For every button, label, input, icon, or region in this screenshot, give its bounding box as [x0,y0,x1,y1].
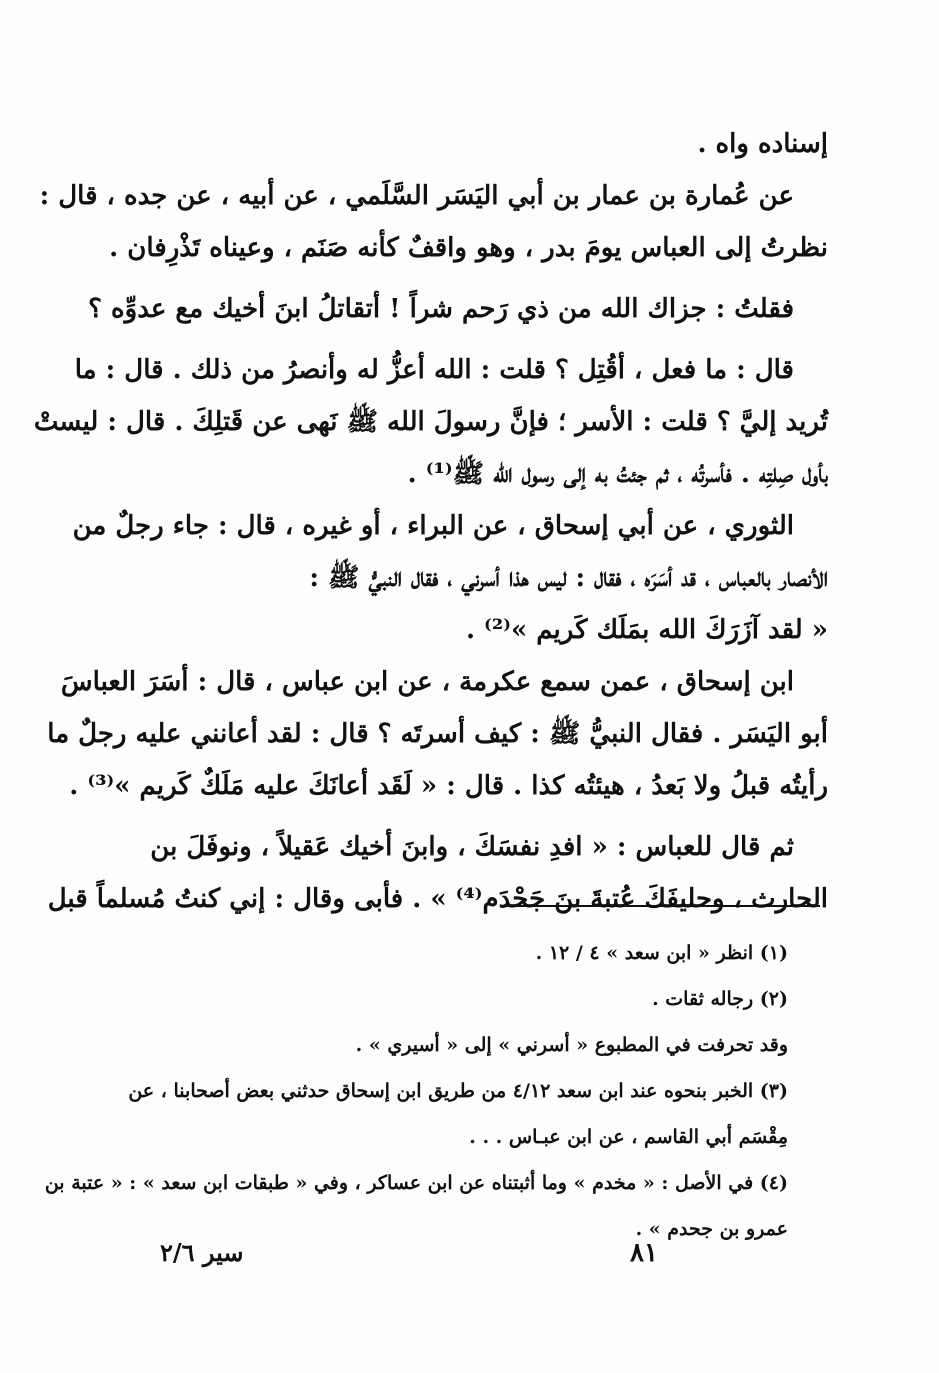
text-line: قال : ما فعل ، أقُتِل ؟ قلت : الله أعزُّ له وأنصرُ من ذلك . قال : ما [74,355,794,385]
text-line: ابن إسحاق ، عمن سمع عكرمة ، عن ابن عباس ، قال : أسَرَ العباسَ [60,667,794,697]
text-line: بأول صِلتِه . فأسرتُه ، ثم جئتُ به إلى رسول الله ﷺ⁽¹⁾ . [407,459,828,489]
footnote-4: (٤) في الأصل : « مخدم » وما أثبتناه عن ابن عساكر ، وفي « طبقات ابن سعد » : « عتبة بن [44,1172,788,1194]
footnote-3-continued: مِقْسَم أبي القاسم ، عن ابن عبـاس . . . [469,1126,788,1148]
text-line: فقلتُ : جزاك الله من ذي رَحم شراً ! أتقاتلُ ابنَ أخيك مع عدوِّه ؟ [88,294,794,324]
text-line: ثم قال للعباس : « افدِ نفسَكَ ، وابنَ أخيك عَقيلاً ، ونوفَلَ بن [150,832,794,862]
text-line: عن عُمارة بن عمار بن أبي اليَسَر السَّلَمي ، عن أبيه ، عن جده ، قال : [39,181,794,211]
page-number: ٨١ [630,1238,658,1268]
paragraph-3 [88,283,828,335]
text-line: الحارث ، وحليفَكَ عُتبةَ بنَ جَحْدَم⁽⁴⁾ » . فأبى وقال : إني كنتُ مُسلماً قبل [47,884,828,914]
paragraph-1 [160,118,828,170]
main-text [33,118,828,925]
text-line: رأيتُه قبلُ ولا بَعدُ ، هيئتُه كذا . قال : « لَقَد أعانَكَ عليه مَلَكٌ كَريم »⁽³⁾ . [69,771,828,801]
text-line: الأنصار بالعباس ، قد أسَرَه ، فقال : ليس هذا أسرني ، فقال النبيُّ ﷺ : [309,563,828,593]
footnote-3: (٣) الخبر بنحوه عند ابن سعد ٤/١٢ من طريق ابن إسحاق حدثني بعض أصحابنا ، عن [128,1080,788,1102]
footnote-1: (١) انظر « ابن سعد » ٤ / ١٢ . [535,942,788,964]
footnote-2-note: وقد تحرفت في المطبوع « أسرني » إلى « أسيري » . [355,1034,788,1056]
text-line: « لقد آزَرَكَ الله بمَلَك كَريم »⁽²⁾ . [465,615,828,645]
footnote-separator [500,905,820,907]
page-footer [160,1238,828,1278]
text-line: إسناده واه . [697,129,828,159]
text-line: الثوري ، عن أبي إسحاق ، عن البراء ، أو غيره ، قال : جاء رجلٌ من [72,511,794,541]
text-line: تُريد إليَّ ؟ قلت : الأسر ؛ فإنَّ رسولَ الله ﷺ نَهى عن قَتلِكَ . قال : ليستْ [33,407,828,437]
paragraph-4 [33,344,828,500]
footnote-2: (٢) رجاله ثقات . [652,988,788,1010]
text-line: أبو اليَسَر . فقال النبيُّ ﷺ : كيف أسرتَه ؟ قال : لقد أعانني عليه رجلٌ ما [47,719,828,749]
paragraph-5 [72,500,828,656]
footnotes [44,930,788,1252]
paragraph-2 [39,170,828,274]
footnote-4-continued: عمرو بن جحدم » . [635,1218,788,1240]
signature-mark: سير ٢/٦ [160,1238,244,1267]
paragraph-7 [47,821,828,925]
text-line: نظرتُ إلى العباس يومَ بدر ، وهو واقفٌ كأنه صَنَم ، وعيناه تَذْرِفان . [109,233,828,263]
paragraph-6 [47,656,828,812]
